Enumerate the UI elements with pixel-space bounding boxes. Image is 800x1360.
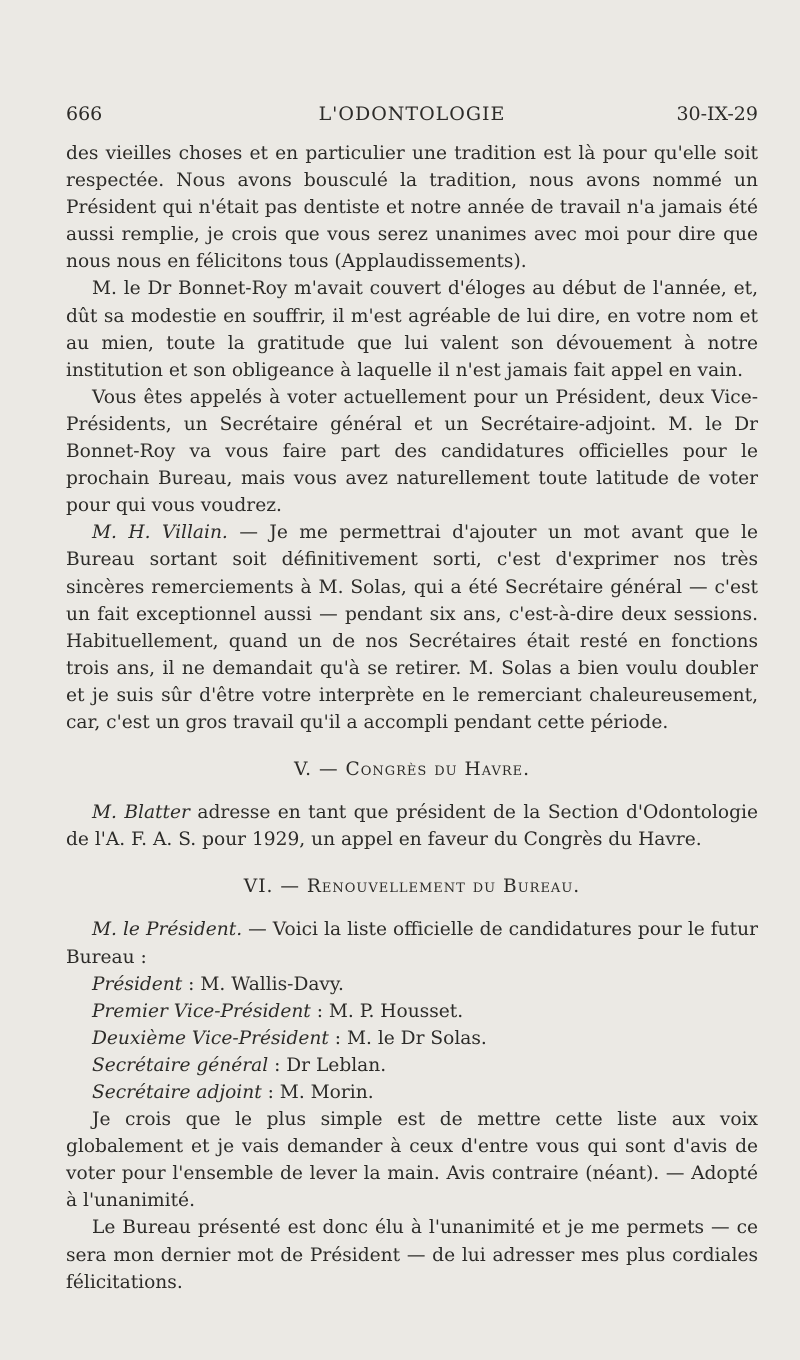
list-item (66, 998, 758, 1025)
paragraph-blatter (66, 799, 758, 853)
speaker-name: M. le Président. (92, 919, 243, 941)
paragraph: Je crois que le plus simple est de mettre cette liste aux voix globalement et je vais demander à ceux d'entre vous qui sont d'avis de voter pour l'ensemble de lever la main. Avis contraire (néant). — Adopté à l'unanimité. (66, 1109, 758, 1212)
speaker-name: M. H. Villain. (92, 522, 228, 544)
section-heading: VI. — Renouvellement du Bureau. (243, 876, 581, 898)
candidate-name: : M. Wallis-Davy. (182, 973, 344, 995)
issue-date: 30-IX-29 (676, 103, 758, 125)
paragraph-villain (66, 519, 758, 736)
running-header (66, 103, 758, 129)
list-item (66, 1025, 758, 1052)
candidate-role: Premier Vice-Président (92, 1000, 311, 1022)
speech-text: adresse en tant que président de la Section d'Odontologie de l'A. F. A. S. pour 1929, un appel en faveur du Congrès du Havre. (66, 802, 758, 851)
candidate-list (66, 971, 758, 1106)
journal-title: L'ODONTOLOGIE (318, 103, 506, 125)
paragraph: Vous êtes appelés à voter actuellement pour un Président, deux Vice-Présidents, un Secrétaire général et un Secrétaire-adjoint. M. le Dr Bonnet-Roy va vous faire part des candidatures officielles pour le prochain Bureau, mais vous avez naturellement toute latitude de voter pour qui vous voudrez. (66, 386, 758, 517)
candidate-name: : Dr Leblan. (268, 1054, 387, 1076)
list-item (66, 1052, 758, 1079)
speech-text: — Je me permettrai d'ajouter un mot avant que le Bureau sortant soit définitivement sorti, c'est d'exprimer nos très sincères remerciements à M. Solas, qui a été Secrétaire général — c'est un fait exceptionnel aussi — pendant six ans, c'est-à-dire deux sessions. Habituellement, quand un de nos Secrétaires était resté en fonctions trois ans, il ne demandait qu'à se retirer. M. Solas a bien voulu doubler et je suis sûr d'être votre interprète en le remerciant chaleureusement, car, c'est un gros travail qu'il a accompli pendant cette période. (66, 522, 759, 733)
candidate-name: : M. P. Housset. (310, 1000, 464, 1022)
candidate-name: : M. Morin. (261, 1082, 374, 1103)
paragraph: M. le Dr Bonnet-Roy m'avait couvert d'éloges au début de l'année, et, dût sa modestie en souffrir, il m'est agréable de lui dire, en votre nom et au mien, toute la gratitude que lui valent son dévouement à notre institution et son obligeance à laquelle il n'est jamais fait appel en vain. (66, 278, 758, 381)
candidate-role: Secrétaire général (92, 1054, 269, 1076)
paragraph-president (66, 916, 758, 970)
body-text (66, 140, 758, 1296)
candidate-role: Secrétaire adjoint (92, 1082, 262, 1103)
speech-text: — Voici la liste officielle de candidatures pour le futur Bureau : (66, 919, 758, 968)
list-item (66, 971, 758, 998)
paragraph: des vieilles choses et en particulier une tradition est là pour qu'elle soit respectée. Nous avons bousculé la tradition, nous avons nommé un Président qui n'était pas dentiste et notre année de travail n'a jamais été aussi remplie, je crois que vous serez unanimes avec moi pour dire que nous nous en félicitons tous (Applaudissements). (66, 143, 758, 273)
paragraph: Le Bureau présenté est donc élu à l'unanimité et je me permets — ce sera mon dernier mot de Président — de lui adresser mes plus cordiales félicitations. (66, 1217, 758, 1293)
candidate-role: Deuxième Vice-Président (92, 1027, 329, 1049)
list-item (66, 1079, 758, 1106)
candidate-name: : M. le Dr Solas. (328, 1027, 487, 1049)
candidate-role: Président (92, 973, 183, 995)
section-heading: V. — Congrès du Havre. (293, 759, 531, 781)
page-number: 666 (66, 103, 103, 125)
speaker-name: M. Blatter (92, 802, 190, 824)
